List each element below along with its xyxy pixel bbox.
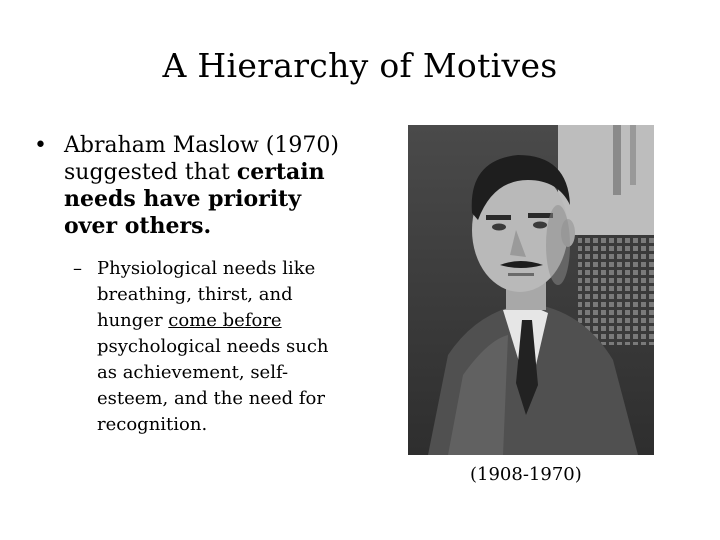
sub-bullet — [73, 256, 343, 438]
sub-bullet-text-after: psychological needs such as achievement, self-esteem, and the need for recognition. — [97, 336, 329, 435]
bullet-marker: • — [34, 133, 47, 158]
portrait-illustration — [408, 125, 654, 455]
photo-caption: (1908-1970) — [470, 464, 582, 485]
main-bullet-bold-text: certain needs have priority over others. — [64, 159, 325, 239]
sub-bullet-text — [97, 256, 343, 438]
slide-title: A Hierarchy of Motives — [162, 46, 558, 85]
sub-bullet-text-before: Physiological needs like breathing, thirst, and hunger — [97, 258, 316, 331]
sub-bullet-marker: – — [73, 258, 82, 279]
main-bullet-text — [64, 132, 344, 240]
main-bullet — [34, 132, 344, 240]
sub-bullet-underlined-text: come before — [168, 310, 282, 331]
maslow-portrait-photo — [408, 125, 654, 455]
main-bullet-plain-text: Abraham Maslow (1970) suggested that — [64, 133, 339, 185]
